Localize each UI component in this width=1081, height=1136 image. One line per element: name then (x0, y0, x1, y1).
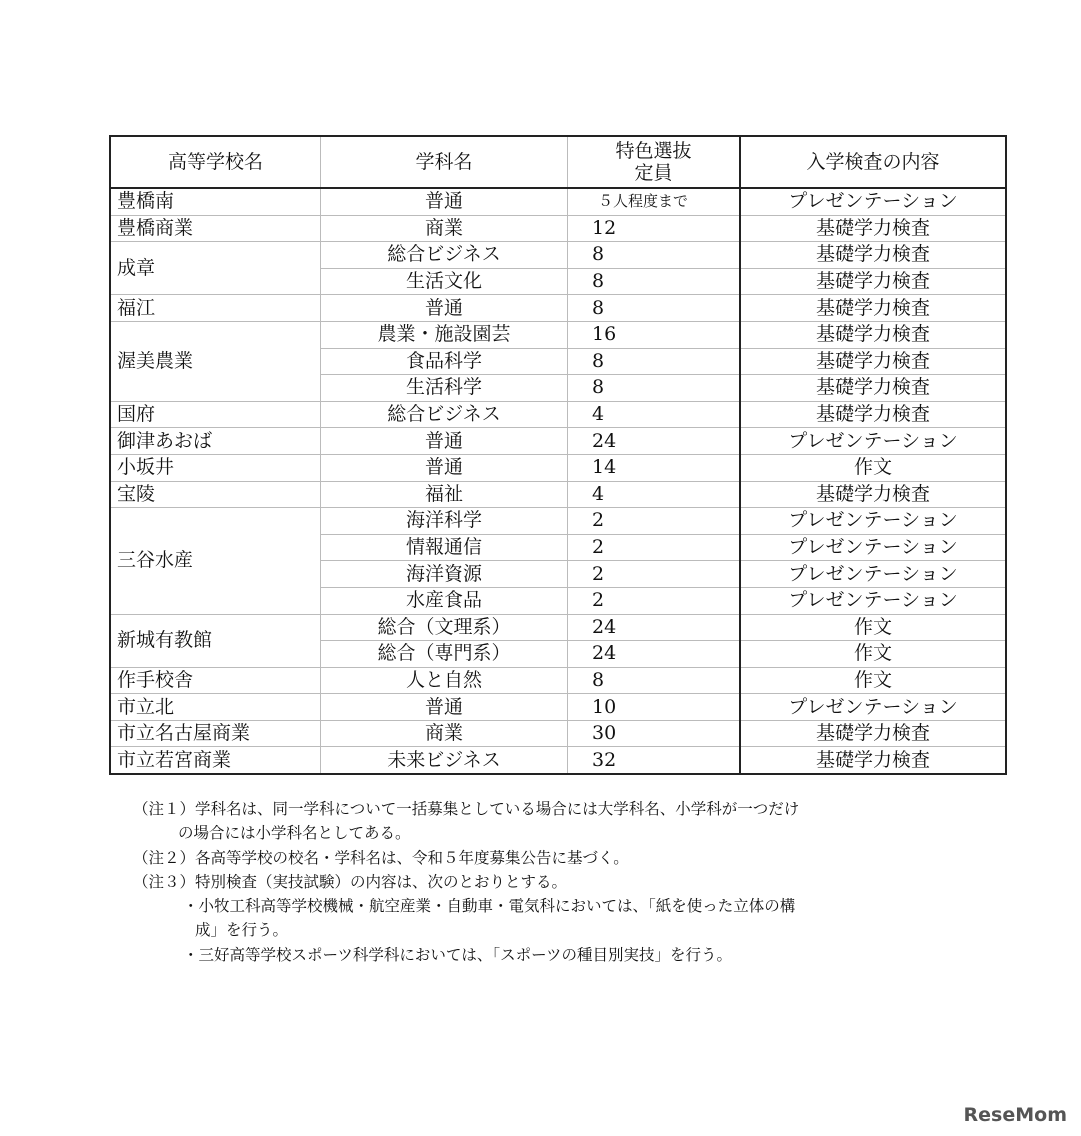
department-name: 人と自然 (321, 667, 568, 694)
quota: 8 (568, 268, 741, 295)
quota: 8 (568, 348, 741, 375)
quota: 8 (568, 667, 741, 694)
department-name: 海洋資源 (321, 561, 568, 588)
department-name: 食品科学 (321, 348, 568, 375)
exam-content: プレゼンテーション (740, 508, 1006, 535)
department-name: 海洋科学 (321, 508, 568, 535)
school-name: 豊橋商業 (110, 215, 321, 242)
quota: 32 (568, 747, 741, 774)
exam-content: 基礎学力検査 (740, 720, 1006, 747)
quota: 16 (568, 321, 741, 348)
quota: 8 (568, 242, 741, 269)
department-name: 総合（専門系） (321, 641, 568, 668)
quota: 2 (568, 561, 741, 588)
department-name: 総合ビジネス (321, 401, 568, 428)
note-2: （注２）各高等学校の校名・学科名は、令和５年度募集公告に基づく。 (133, 848, 629, 867)
note-1: （注１）学科名は、同一学科について一括募集としている場合には大学科名、小学科が一つだけ (133, 800, 800, 818)
exam-content: プレゼンテーション (740, 428, 1006, 455)
table-row (110, 428, 1006, 455)
department-name: 商業 (321, 720, 568, 747)
exam-content: 基礎学力検査 (740, 481, 1006, 508)
department-name: 普通 (321, 428, 568, 455)
quota: ５人程度まで (568, 188, 741, 215)
notes (133, 797, 799, 967)
quota: 24 (568, 428, 741, 455)
exam-content: 基礎学力検査 (740, 295, 1006, 322)
table-body (110, 188, 1006, 774)
department-name: 商業 (321, 215, 568, 242)
school-name: 新城有教館 (110, 614, 321, 667)
school-name: 三谷水産 (110, 508, 321, 614)
school-name: 豊橋南 (110, 188, 321, 215)
exam-content: プレゼンテーション (740, 188, 1006, 215)
quota: 24 (568, 641, 741, 668)
exam-content: プレゼンテーション (740, 561, 1006, 588)
table-row (110, 454, 1006, 481)
exam-content: 基礎学力検査 (740, 401, 1006, 428)
exam-content: 基礎学力検査 (740, 348, 1006, 375)
school-name: 成章 (110, 242, 321, 295)
quota: 2 (568, 587, 741, 614)
quota: 10 (568, 694, 741, 721)
exam-content: 作文 (740, 614, 1006, 641)
quota: 8 (568, 295, 741, 322)
exam-content: 基礎学力検査 (740, 242, 1006, 269)
exam-content: プレゼンテーション (740, 587, 1006, 614)
department-name: 福祉 (321, 481, 568, 508)
department-name: 普通 (321, 454, 568, 481)
exam-content: 作文 (740, 454, 1006, 481)
department-name: 総合ビジネス (321, 242, 568, 269)
exam-content: 作文 (740, 667, 1006, 694)
school-name: 国府 (110, 401, 321, 428)
table-row (110, 321, 1006, 348)
table-row (110, 694, 1006, 721)
department-name: 生活科学 (321, 375, 568, 402)
exam-content: 基礎学力検査 (740, 215, 1006, 242)
school-name: 福江 (110, 295, 321, 322)
exam-content: プレゼンテーション (740, 534, 1006, 561)
header-exam: 入学検査の内容 (740, 136, 1006, 188)
quota: 2 (568, 508, 741, 535)
exam-content: 基礎学力検査 (740, 747, 1006, 774)
department-name: 情報通信 (321, 534, 568, 561)
table-row (110, 215, 1006, 242)
quota: 4 (568, 401, 741, 428)
school-name: 市立名古屋商業 (110, 720, 321, 747)
note-3-item-1-cont: 成」を行う。 (195, 921, 289, 940)
note-3-item-2: ・三好高等学校スポーツ科学科においては、「スポーツの種目別実技」を行う。 (183, 945, 733, 964)
table-row (110, 508, 1006, 535)
table-row (110, 614, 1006, 641)
school-name: 御津あおば (110, 428, 321, 455)
exam-content: 基礎学力検査 (740, 268, 1006, 295)
department-name: 普通 (321, 188, 568, 215)
quota: 24 (568, 614, 741, 641)
table-header-row (110, 136, 1006, 188)
header-quota: 特色選抜 定員 (568, 136, 741, 188)
table-row (110, 747, 1006, 774)
quota: 14 (568, 454, 741, 481)
school-name: 作手校舎 (110, 667, 321, 694)
quota: 12 (568, 215, 741, 242)
table-row (110, 481, 1006, 508)
quota: 30 (568, 720, 741, 747)
note-3: （注３）特別検査（実技試験）の内容は、次のとおりとする。 (133, 872, 568, 891)
department-name: 水産食品 (321, 587, 568, 614)
department-name: 普通 (321, 694, 568, 721)
department-name: 未来ビジネス (321, 747, 568, 774)
quota: 2 (568, 534, 741, 561)
resemom-logo: ReseMom (963, 1104, 1067, 1126)
admission-table (109, 135, 1007, 775)
table-row (110, 720, 1006, 747)
school-name: 宝陵 (110, 481, 321, 508)
table-row (110, 188, 1006, 215)
exam-content: 基礎学力検査 (740, 375, 1006, 402)
table-row (110, 242, 1006, 269)
school-name: 小坂井 (110, 454, 321, 481)
exam-content: プレゼンテーション (740, 694, 1006, 721)
table-row (110, 295, 1006, 322)
department-name: 普通 (321, 295, 568, 322)
note-1-cont: の場合には小学科名としてある。 (178, 824, 411, 843)
department-name: 総合（文理系） (321, 614, 568, 641)
quota: 4 (568, 481, 741, 508)
exam-content: 作文 (740, 641, 1006, 668)
exam-content: 基礎学力検査 (740, 321, 1006, 348)
table-row (110, 401, 1006, 428)
department-name: 生活文化 (321, 268, 568, 295)
quota: 8 (568, 375, 741, 402)
note-3-item-1: ・小牧工科高等学校機械・航空産業・自動車・電気科においては、「紙を使った立体の構 (183, 897, 796, 916)
department-name: 農業・施設園芸 (321, 321, 568, 348)
header-school: 高等学校名 (110, 136, 321, 188)
table-row (110, 667, 1006, 694)
school-name: 渥美農業 (110, 321, 321, 401)
school-name: 市立若宮商業 (110, 747, 321, 774)
school-name: 市立北 (110, 694, 321, 721)
header-department: 学科名 (321, 136, 568, 188)
